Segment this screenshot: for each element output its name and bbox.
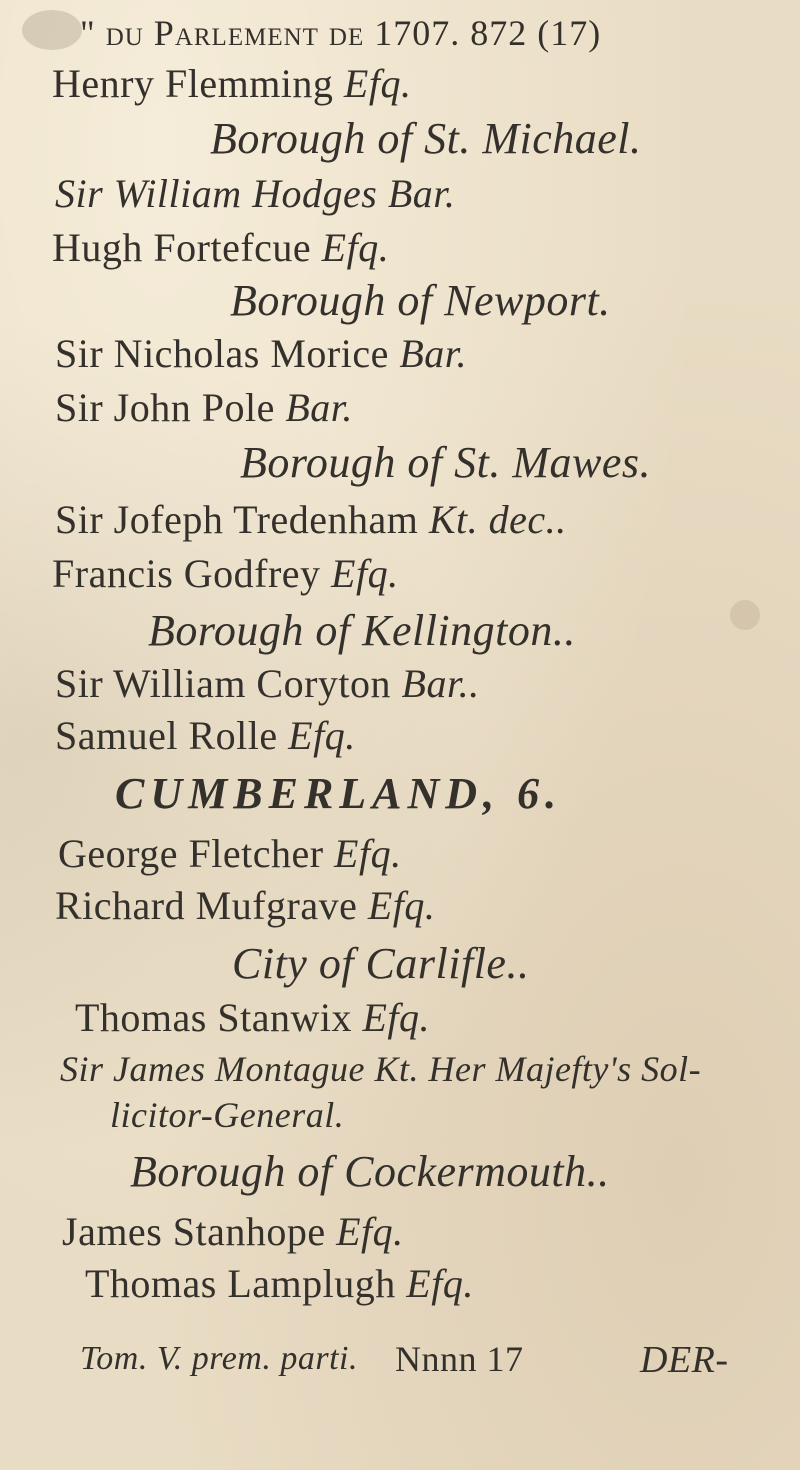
member-entry <box>58 830 402 877</box>
footer-catchword <box>640 1338 729 1382</box>
member-entry <box>52 224 389 271</box>
member-entry <box>52 60 411 107</box>
member-name: Francis Godfrey <box>52 551 321 596</box>
borough-heading: Borough of St. Mawes. <box>240 438 651 487</box>
footer-catchword-number <box>395 1338 524 1380</box>
member-title: Efq. <box>367 883 436 928</box>
member-title: Efq. <box>288 713 356 758</box>
member-entry <box>52 550 399 597</box>
member-entry <box>55 882 435 929</box>
member-name: Sir John Pole <box>55 385 275 430</box>
member-entry <box>85 1260 474 1307</box>
member-entry <box>62 1208 404 1255</box>
member-entry <box>75 994 430 1041</box>
catchword-number: Nnnn 17 <box>395 1339 524 1379</box>
member-title: Efq. <box>343 61 412 106</box>
member-name: Sir James Montague <box>60 1049 365 1089</box>
county-heading: CUMBERLAND, 6. <box>115 769 563 818</box>
member-title: Bar.. <box>401 661 480 706</box>
member-title: Efq. <box>362 995 431 1040</box>
member-name: Henry Flemming <box>52 61 334 106</box>
running-header <box>80 12 601 54</box>
borough-heading: City of Carlifle.. <box>232 939 530 988</box>
member-name: Sir William Hodges <box>55 171 378 216</box>
member-title: Bar. <box>285 385 353 430</box>
member-entry <box>60 1048 701 1090</box>
member-name: Sir Nicholas Morice <box>55 331 389 376</box>
paper-stain <box>730 600 760 630</box>
borough-heading: Borough of Kellington.. <box>148 606 576 655</box>
member-name: Thomas Stanwix <box>75 995 352 1040</box>
member-title: Efq. <box>336 1209 404 1254</box>
member-name: Hugh Fortefcue <box>52 225 312 270</box>
member-title: Kt. Her Majefty's Sol- <box>374 1049 702 1089</box>
member-title: Bar. <box>399 331 467 376</box>
member-entry <box>55 330 467 377</box>
member-title: licitor-General. <box>110 1095 345 1135</box>
member-entry-continuation <box>110 1094 344 1136</box>
member-name: George Fletcher <box>58 831 324 876</box>
footer-signature <box>80 1340 358 1378</box>
member-title: Efq. <box>406 1261 474 1306</box>
member-name: Samuel Rolle <box>55 713 278 758</box>
member-entry <box>55 712 356 759</box>
member-name: Sir William Coryton <box>55 661 392 706</box>
catchword: DER- <box>640 1339 729 1381</box>
member-entry <box>55 384 353 431</box>
member-entry <box>55 496 567 543</box>
borough-heading: Borough of Cockermouth.. <box>130 1147 610 1196</box>
member-title: Efq. <box>334 831 402 876</box>
member-name: Sir Jofeph Tredenham <box>55 497 419 542</box>
member-entry <box>55 170 455 217</box>
header-title: du Parlement de 1707. <box>105 13 461 53</box>
signature-mark: Tom. V. prem. parti. <box>80 1340 358 1377</box>
member-name: James Stanhope <box>62 1209 326 1254</box>
member-title: Bar. <box>387 171 456 216</box>
member-title: Efq. <box>331 551 399 596</box>
borough-heading: Borough of Newport. <box>230 276 611 325</box>
header-quote: " <box>80 13 96 53</box>
page-number: 872 (17) <box>470 13 602 53</box>
paper-stain <box>22 10 82 50</box>
member-name: Thomas Lamplugh <box>85 1261 396 1306</box>
member-name: Richard Mufgrave <box>55 883 358 928</box>
member-entry <box>55 660 480 707</box>
member-title: Kt. dec.. <box>428 497 567 542</box>
borough-heading: Borough of St. Michael. <box>210 114 642 163</box>
member-title: Efq. <box>321 225 390 270</box>
